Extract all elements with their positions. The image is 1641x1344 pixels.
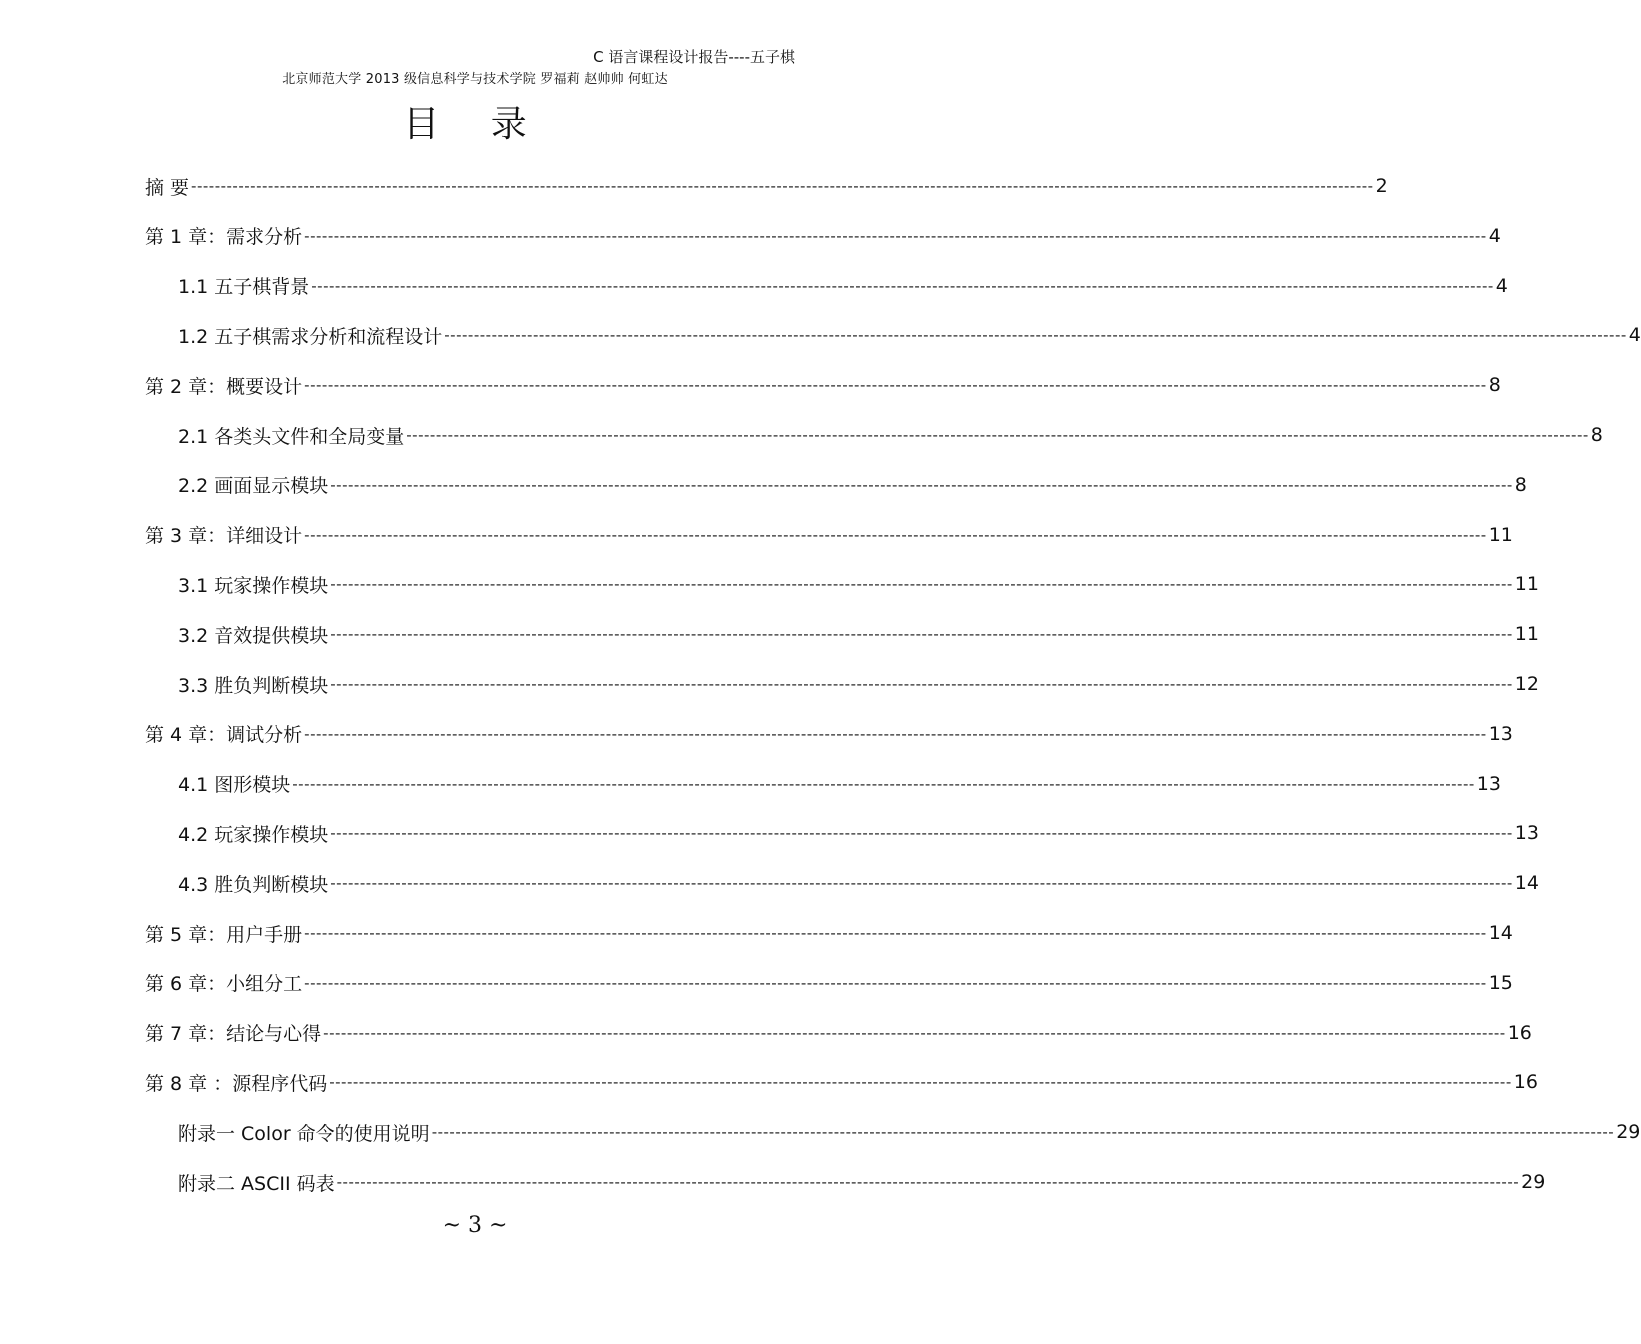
toc-entry[interactable] <box>145 367 1501 403</box>
toc-entry-page: 11 <box>1488 523 1513 546</box>
toc-entry-page: 13 <box>1476 772 1501 795</box>
toc-leader-dashes: -------------------------------------------------------------------------------------------------------------------------------------------------------------------------------------------------------- <box>304 525 1487 544</box>
toc-entry-page: 29 <box>1616 1121 1641 1144</box>
toc-entry[interactable] <box>145 218 1501 254</box>
toc-leader-dashes: -------------------------------------------------------------------------------------------------------------------------------------------------------------------------------------------------------- <box>304 226 1487 245</box>
toc-entry-label: 第 4 章：调试分析 <box>145 724 303 747</box>
toc-entry[interactable] <box>178 268 1508 304</box>
toc-entry-label: 1.1 五子棋背景 <box>178 276 310 299</box>
toc-entry-page: 13 <box>1488 722 1513 745</box>
toc-leader-dashes: -------------------------------------------------------------------------------------------------------------------------------------------------------------------------------------------------------- <box>330 675 1513 693</box>
toc-leader-dashes: -------------------------------------------------------------------------------------------------------------------------------------------------------------------------------------------------------- <box>330 575 1513 594</box>
toc-entry-page: 4 <box>1495 274 1508 297</box>
toc-entry-page: 2 <box>1375 175 1388 197</box>
toc-heading: 目 录 <box>403 104 547 145</box>
toc-entry[interactable] <box>178 815 1539 851</box>
toc-leader-dashes: -------------------------------------------------------------------------------------------------------------------------------------------------------------------------------------------------------- <box>304 376 1487 395</box>
toc-entry-page: 12 <box>1514 673 1539 695</box>
toc-entry-label: 第 5 章：用户手册 <box>145 923 303 946</box>
toc-entry[interactable] <box>145 915 1513 951</box>
toc-entry-label: 第 3 章：详细设计 <box>145 525 303 548</box>
toc-entry-label: 2.2 画面显示模块 <box>178 475 329 498</box>
toc-leader-dashes: -------------------------------------------------------------------------------------------------------------------------------------------------------------------------------------------------------- <box>323 1023 1506 1042</box>
toc-entry-page: 11 <box>1514 623 1539 646</box>
toc-entry[interactable] <box>145 517 1513 553</box>
toc-leader-dashes: -------------------------------------------------------------------------------------------------------------------------------------------------------------------------------------------------------- <box>329 1073 1512 1092</box>
toc-entry[interactable] <box>145 965 1513 1001</box>
toc-entry-page: 16 <box>1513 1071 1538 1094</box>
toc-leader-dashes: -------------------------------------------------------------------------------------------------------------------------------------------------------------------------------------------------------- <box>336 1173 1520 1191</box>
page-number: ~ 3 ~ <box>442 1213 508 1238</box>
toc-entry-label: 3.3 胜负判断模块 <box>178 674 329 697</box>
toc-entry-label: 3.1 玩家操作模块 <box>178 574 329 597</box>
toc-leader-dashes: -------------------------------------------------------------------------------------------------------------------------------------------------------------------------------------------------------- <box>292 774 1475 793</box>
toc-entry-label: 1.2 五子棋需求分析和流程设计 <box>178 325 443 348</box>
toc-entry[interactable] <box>178 467 1527 503</box>
toc-entry-page: 8 <box>1590 424 1603 446</box>
toc-entry[interactable] <box>178 417 1603 453</box>
toc-entry-label: 2.1 各类头文件和全局变量 <box>178 425 405 448</box>
toc-entry-label: 第 8 章 ：源程序代码 <box>145 1072 328 1095</box>
toc-entry-page: 14 <box>1488 922 1513 944</box>
toc-leader-dashes: -------------------------------------------------------------------------------------------------------------------------------------------------------------------------------------------------------- <box>191 177 1374 195</box>
toc-entry[interactable] <box>145 716 1513 752</box>
toc-entry[interactable] <box>178 317 1641 353</box>
toc-entry-label: 摘 要 <box>145 176 190 199</box>
toc-leader-dashes: -------------------------------------------------------------------------------------------------------------------------------------------------------------------------------------------------------- <box>330 824 1513 843</box>
toc-entry[interactable] <box>145 168 1388 204</box>
toc-entry[interactable] <box>178 865 1539 901</box>
toc-entry-page: 11 <box>1514 573 1539 596</box>
toc-leader-dashes: -------------------------------------------------------------------------------------------------------------------------------------------------------------------------------------------------------- <box>406 426 1589 444</box>
toc-entry-page: 8 <box>1488 374 1501 397</box>
toc-leader-dashes: -------------------------------------------------------------------------------------------------------------------------------------------------------------------------------------------------------- <box>444 326 1627 345</box>
toc-entry-page: 16 <box>1507 1021 1532 1044</box>
toc-entry-label: 第 2 章：概要设计 <box>145 375 303 398</box>
toc-entry-label: 第 1 章：需求分析 <box>145 226 303 249</box>
toc-entry-label: 第 7 章：结论与心得 <box>145 1023 322 1046</box>
toc-entry-page: 8 <box>1514 473 1527 496</box>
toc-entry[interactable] <box>178 666 1539 702</box>
toc-entry[interactable] <box>145 1015 1532 1051</box>
toc-entry-page: 14 <box>1514 872 1539 895</box>
report-title: C 语言课程设计报告----五子棋 <box>593 48 795 66</box>
toc-leader-dashes: -------------------------------------------------------------------------------------------------------------------------------------------------------------------------------------------------------- <box>431 1123 1615 1142</box>
toc-entry-label: 4.1 图形模块 <box>178 774 291 797</box>
toc-entry-label: 附录一 Color 命令的使用说明 <box>178 1122 430 1145</box>
toc-entry-page: 13 <box>1514 822 1539 845</box>
toc-leader-dashes: -------------------------------------------------------------------------------------------------------------------------------------------------------------------------------------------------------- <box>311 276 1494 295</box>
toc-entry[interactable] <box>178 1114 1641 1150</box>
toc-leader-dashes: -------------------------------------------------------------------------------------------------------------------------------------------------------------------------------------------------------- <box>330 874 1513 893</box>
toc-entry-label: 第 6 章：小组分工 <box>145 973 303 996</box>
toc-entry[interactable] <box>178 616 1539 652</box>
toc-entry-label: 3.2 音效提供模块 <box>178 624 329 647</box>
toc-entry[interactable] <box>178 566 1539 602</box>
toc-leader-dashes: -------------------------------------------------------------------------------------------------------------------------------------------------------------------------------------------------------- <box>304 724 1487 743</box>
toc-entry-page: 29 <box>1521 1171 1546 1193</box>
toc-leader-dashes: -------------------------------------------------------------------------------------------------------------------------------------------------------------------------------------------------------- <box>330 625 1513 644</box>
toc-leader-dashes: -------------------------------------------------------------------------------------------------------------------------------------------------------------------------------------------------------- <box>304 924 1487 942</box>
toc-entry[interactable] <box>145 1064 1538 1100</box>
toc-entry[interactable] <box>178 766 1501 802</box>
toc-entry-page: 4 <box>1628 324 1641 347</box>
toc-entry-label: 4.2 玩家操作模块 <box>178 823 329 846</box>
toc-entry[interactable] <box>178 1164 1546 1200</box>
toc-entry-label: 4.3 胜负判断模块 <box>178 873 329 896</box>
toc-leader-dashes: -------------------------------------------------------------------------------------------------------------------------------------------------------------------------------------------------------- <box>330 475 1513 494</box>
authors-line: 北京师范大学 2013 级信息科学与技术学院 罗福莉 赵帅帅 何虹达 <box>282 72 668 87</box>
toc-entry-label: 附录二 ASCII 码表 <box>178 1172 335 1195</box>
toc-entry-page: 4 <box>1488 224 1501 247</box>
toc-entry-page: 15 <box>1488 971 1513 994</box>
toc-leader-dashes: -------------------------------------------------------------------------------------------------------------------------------------------------------------------------------------------------------- <box>304 973 1487 992</box>
